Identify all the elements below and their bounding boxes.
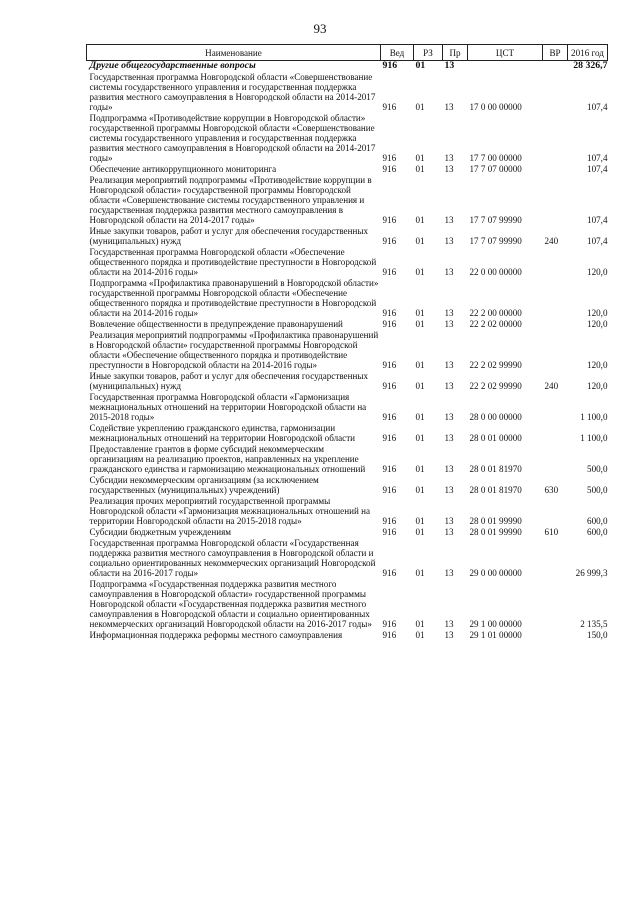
row-rz: 01 [415, 485, 425, 495]
header-cst: ЦСТ [468, 45, 543, 61]
row-ved: 916 [382, 164, 397, 174]
row-cst: 28 0 00 00000 [469, 412, 522, 422]
table-header-row [87, 45, 608, 61]
row-name: Субсидии бюджетным учреждениям [89, 527, 232, 537]
row-pr: 13 [444, 464, 454, 474]
row-cst: 17 7 07 99990 [469, 215, 522, 225]
row-cst: 28 0 01 00000 [469, 433, 522, 443]
row-cst: 17 7 07 99990 [469, 236, 522, 246]
row-name: Содействие укреплению гражданского единства, гармонизации межнациональных отношений на территории Новгородской области [89, 423, 356, 443]
row-vr [543, 538, 568, 579]
header-pr: Пр [443, 45, 468, 61]
table-row [87, 61, 608, 73]
row-ved: 916 [382, 619, 397, 629]
row-rz: 01 [415, 308, 425, 318]
row-rz: 01 [415, 215, 425, 225]
row-name: Другие общегосударственные вопросы [89, 60, 256, 71]
row-amount: 107,4 [587, 164, 608, 174]
row-name: Вовлечение общественности в предупреждение правонарушений [89, 319, 343, 329]
row-vr [543, 330, 568, 371]
row-ved: 916 [382, 153, 397, 163]
table-row [87, 496, 608, 527]
table-row [87, 444, 608, 475]
table-row [87, 72, 608, 113]
row-pr: 13 [444, 527, 454, 537]
row-ved: 916 [382, 236, 397, 246]
row-amount: 120,0 [587, 360, 608, 370]
row-amount: 107,4 [587, 102, 608, 112]
table-row [87, 630, 608, 641]
table-row [87, 423, 608, 444]
row-name: Реализация мероприятий подпрограммы «Противодействие коррупции в Новгородской области» государственной программы Новгородской области «Совершенствование системы государственного управления и государственная поддержка развития местного самоуправления в Новгородской области на 2014-2017 годы» [89, 175, 372, 225]
table-row [87, 319, 608, 330]
row-pr: 13 [444, 568, 454, 578]
row-name: Иные закупки товаров, работ и услуг для обеспечения государственных (муниципальных) нужд [89, 371, 368, 391]
row-rz: 01 [415, 412, 425, 422]
row-name: Подпрограмма «Противодействие коррупции в Новгородской области» государственной программы Новгородской области «Совершенствование системы государственного управления и государственная поддержка развития местного самоуправления в Новгородской области на 2014-2017 годы» [89, 113, 376, 163]
row-vr [543, 278, 568, 319]
row-rz: 01 [415, 60, 426, 71]
row-ved: 916 [382, 433, 397, 443]
row-name: Государственная программа Новгородской области «Государственная поддержка развития местного самоуправления в Новгородской области и социально ориентированных некоммерческих организаций Новгородской области на 2016-2017 годы» [89, 538, 376, 578]
row-amount: 120,0 [587, 308, 608, 318]
row-amount: 2 135,5 [580, 619, 608, 629]
row-cst: 29 1 00 00000 [469, 619, 522, 629]
row-amount: 107,4 [587, 153, 608, 163]
row-rz: 01 [415, 433, 425, 443]
row-vr [543, 247, 568, 278]
row-vr: 240 [544, 236, 559, 246]
row-ved: 916 [382, 485, 397, 495]
row-name: Информационная поддержка реформы местного самоуправления [89, 630, 343, 640]
row-vr [543, 579, 568, 630]
row-cst: 22 2 02 00000 [469, 319, 522, 329]
row-pr: 13 [444, 102, 454, 112]
row-rz: 01 [415, 527, 425, 537]
row-cst: 22 2 00 00000 [469, 308, 522, 318]
row-pr: 13 [444, 360, 454, 370]
row-pr: 13 [444, 485, 454, 495]
row-rz: 01 [415, 360, 425, 370]
row-ved: 916 [382, 308, 397, 318]
row-ved: 916 [382, 527, 397, 537]
row-pr: 13 [444, 381, 454, 391]
row-name: Иные закупки товаров, работ и услуг для обеспечения государственных (муниципальных) нужд [89, 226, 368, 246]
row-rz: 01 [415, 464, 425, 474]
row-pr: 13 [444, 630, 454, 640]
row-vr [543, 496, 568, 527]
row-amount: 28 326,7 [573, 60, 608, 71]
row-pr: 13 [444, 619, 454, 629]
row-cst: 29 1 01 00000 [469, 630, 522, 640]
row-cst: 17 7 00 00000 [469, 153, 522, 163]
header-vr: ВР [543, 45, 568, 61]
row-cst: 17 7 07 00000 [469, 164, 522, 174]
row-rz: 01 [415, 236, 425, 246]
row-pr: 13 [444, 267, 454, 277]
row-pr: 13 [444, 60, 455, 71]
row-name: Государственная программа Новгородской области «Совершенствование системы государственного управления и государственная поддержка развития местного самоуправления в Новгородской области на 2014-2017 годы» [89, 72, 376, 112]
row-ved: 916 [382, 60, 398, 71]
table-row [87, 164, 608, 175]
table-row [87, 392, 608, 423]
row-rz: 01 [415, 619, 425, 629]
row-vr [543, 319, 568, 330]
row-amount: 1 100,0 [580, 433, 608, 443]
row-name: Государственная программа Новгородской области «Обеспечение общественного порядка и противодействие преступности в Новгородской области на 2014-2016 годы» [89, 247, 377, 277]
row-amount: 107,4 [587, 215, 608, 225]
row-ved: 916 [382, 381, 397, 391]
row-name: Предоставление грантов в форме субсидий некоммерческим организациям на реализацию проектов, направленных на укрепление гражданского единства и гармонизацию межнациональных отношений [89, 444, 366, 474]
row-vr: 610 [544, 527, 559, 537]
row-amount: 500,0 [587, 485, 608, 495]
row-vr [543, 113, 568, 164]
row-vr [543, 61, 568, 73]
page-number: 93 [313, 21, 327, 36]
table-row [87, 226, 608, 247]
row-cst: 28 0 01 81970 [469, 464, 522, 474]
row-amount: 120,0 [587, 319, 608, 329]
row-pr: 13 [444, 412, 454, 422]
row-vr [543, 392, 568, 423]
budget-table [86, 44, 608, 641]
header-year: 2016 год [568, 45, 608, 61]
row-amount: 600,0 [587, 527, 608, 537]
row-rz: 01 [415, 164, 425, 174]
row-cst [468, 61, 543, 73]
table-row [87, 371, 608, 392]
row-pr: 13 [444, 164, 454, 174]
table-row [87, 475, 608, 496]
row-ved: 916 [382, 464, 397, 474]
row-pr: 13 [444, 215, 454, 225]
row-pr: 13 [444, 516, 454, 526]
row-amount: 500,0 [587, 464, 608, 474]
table-row [87, 113, 608, 164]
row-ved: 916 [382, 215, 397, 225]
row-amount: 150,0 [587, 630, 608, 640]
row-name: Обеспечение антикоррупционного мониторинга [89, 164, 277, 174]
row-name: Подпрограмма «Государственная поддержка развития местного самоуправления в Новгородской области» государственной программы Новгородской области «Государственная поддержка развития местного самоуправления в Новгородской области и социально ориентированных некоммерческих организаций Новгородской области на 2016-2017 годы» [89, 579, 372, 629]
row-ved: 916 [382, 360, 397, 370]
row-ved: 916 [382, 412, 397, 422]
row-vr: 240 [544, 381, 559, 391]
row-vr [543, 423, 568, 444]
row-pr: 13 [444, 308, 454, 318]
row-ved: 916 [382, 319, 397, 329]
row-vr [543, 444, 568, 475]
row-vr [543, 630, 568, 641]
row-cst: 22 2 02 99990 [469, 360, 522, 370]
row-cst: 17 0 00 00000 [469, 102, 522, 112]
row-cst: 22 2 02 99990 [469, 381, 522, 391]
row-vr [543, 175, 568, 226]
row-rz: 01 [415, 568, 425, 578]
table-row [87, 330, 608, 371]
row-cst: 28 0 01 99990 [469, 527, 522, 537]
row-ved: 916 [382, 516, 397, 526]
header-ved: Вед [381, 45, 414, 61]
row-cst: 28 0 01 81970 [469, 485, 522, 495]
table-row [87, 278, 608, 319]
row-amount: 26 999,3 [575, 568, 608, 578]
row-amount: 107,4 [587, 236, 608, 246]
row-pr: 13 [444, 153, 454, 163]
row-rz: 01 [415, 319, 425, 329]
table-row [87, 247, 608, 278]
row-vr [543, 164, 568, 175]
row-amount: 600,0 [587, 516, 608, 526]
row-amount: 1 100,0 [580, 412, 608, 422]
row-name: Субсидии некоммерческим организациям (за исключением государственных (муниципальных) учреждений) [89, 475, 319, 495]
row-rz: 01 [415, 381, 425, 391]
row-cst: 22 0 00 00000 [469, 267, 522, 277]
row-cst: 29 0 00 00000 [469, 568, 522, 578]
row-pr: 13 [444, 433, 454, 443]
row-ved: 916 [382, 267, 397, 277]
row-rz: 01 [415, 516, 425, 526]
row-ved: 916 [382, 630, 397, 640]
table-row [87, 579, 608, 630]
header-name: Наименование [87, 45, 381, 61]
table-row [87, 538, 608, 579]
table-row [87, 175, 608, 226]
table-row [87, 527, 608, 538]
row-name: Государственная программа Новгородской области «Гармонизация межнациональных отношений на территории Новгородской области на 2015-2018 годы» [89, 392, 367, 422]
header-rz: РЗ [414, 45, 443, 61]
row-pr: 13 [444, 319, 454, 329]
row-ved: 916 [382, 568, 397, 578]
row-name: Подпрограмма «Профилактика правонарушений в Новгородской области» государственной программы Новгородской области «Обеспечение общественного порядка и противодействие преступности в Новгородской области на 2014-2016 годы» [89, 278, 379, 318]
row-name: Реализация мероприятий подпрограммы «Профилактика правонарушений в Новгородской области» государственной программы Новгородской области «Обеспечение общественного порядка и противодействие преступности в Новгородской области на 2014-2016 годы» [89, 330, 379, 370]
row-rz: 01 [415, 153, 425, 163]
row-ved: 916 [382, 102, 397, 112]
table-body [87, 61, 608, 642]
row-rz: 01 [415, 267, 425, 277]
row-rz: 01 [415, 102, 425, 112]
row-pr: 13 [444, 236, 454, 246]
row-vr [543, 72, 568, 113]
row-amount: 120,0 [587, 267, 608, 277]
row-vr: 630 [544, 485, 559, 495]
row-cst: 28 0 01 99990 [469, 516, 522, 526]
row-rz: 01 [415, 630, 425, 640]
row-amount: 120,0 [587, 381, 608, 391]
row-name: Реализация прочих мероприятий государственной программы Новгородской области «Гармонизация межнациональных отношений на территории Новгородской области на 2015-2018 годы» [89, 496, 370, 526]
